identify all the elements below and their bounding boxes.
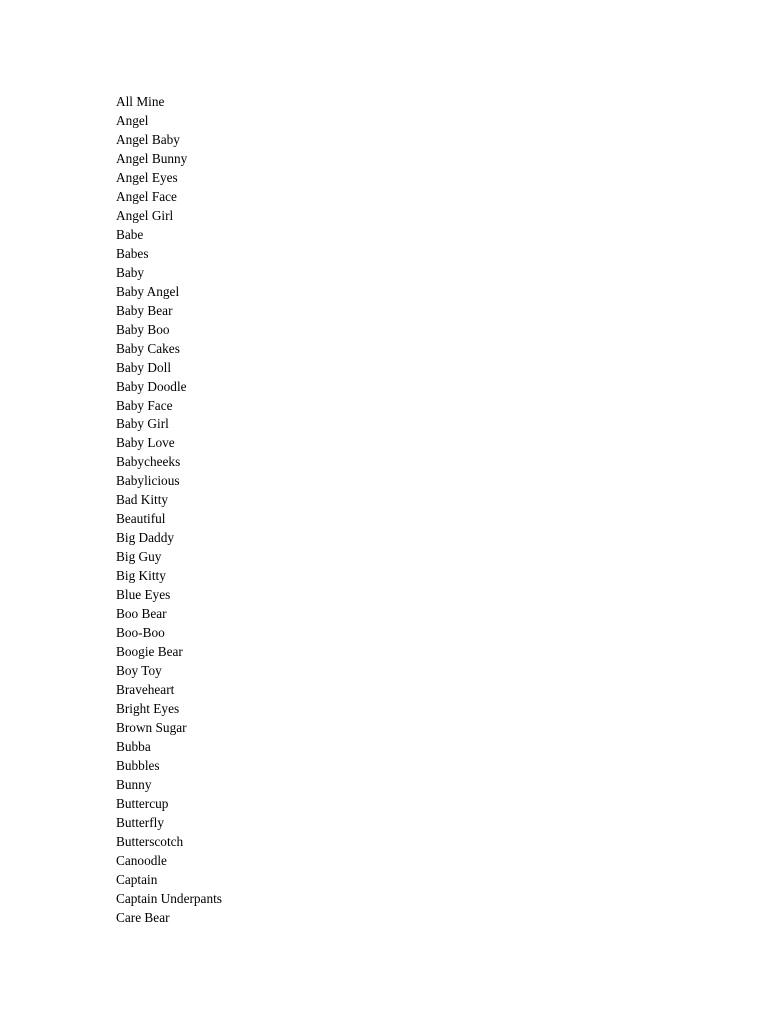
list-item: Captain: [116, 871, 158, 887]
list-item: Big Guy: [116, 549, 162, 565]
list-item: Captain Underpants: [116, 890, 222, 906]
list-item: Baby Face: [116, 397, 173, 413]
list-item: Angel Eyes: [116, 169, 178, 185]
list-item: Butterscotch: [116, 833, 184, 849]
list-item: Boy Toy: [116, 663, 162, 679]
list-item: Bright Eyes: [116, 701, 180, 716]
list-item: Boo-Boo: [116, 625, 165, 641]
list-item: Baby Doll: [116, 359, 172, 375]
list-item: Babycheeks: [116, 454, 181, 470]
list-item: Baby Cakes: [116, 340, 180, 356]
list-item: Babes: [116, 245, 149, 261]
list-item: Braveheart: [116, 682, 175, 698]
list-item: Canoodle: [116, 852, 167, 868]
list-item: Blue Eyes: [116, 587, 171, 603]
list-item: Baby Girl: [116, 416, 169, 432]
list-item: Baby Doodle: [116, 378, 187, 394]
list-item: Beautiful: [116, 511, 166, 527]
list-item: Boogie Bear: [116, 644, 183, 660]
list-item: Angel Bunny: [116, 150, 188, 166]
list-item: Babe: [116, 226, 144, 242]
list-item: Big Daddy: [116, 530, 174, 546]
list-item: Butterfly: [116, 814, 165, 830]
list-item: Baby Boo: [116, 321, 170, 337]
list-item: Bad Kitty: [116, 492, 169, 508]
list-item: Baby Bear: [116, 302, 173, 318]
list-item: Angel Face: [116, 188, 177, 204]
list-item: Bunny: [116, 776, 152, 792]
list-item: Angel Baby: [116, 131, 180, 147]
list-item: Bubba: [116, 738, 151, 754]
list-item: Boo Bear: [116, 606, 167, 622]
list-item: Buttercup: [116, 795, 169, 811]
list-item: Baby Angel: [116, 283, 180, 299]
list-item: Babylicious: [116, 473, 180, 489]
list-item: Baby: [116, 264, 145, 280]
list-item: Bubbles: [116, 757, 160, 773]
list-item: Brown Sugar: [116, 719, 187, 735]
list-item: Baby Love: [116, 435, 175, 451]
list-item: Angel Girl: [116, 207, 174, 223]
list-item: Care Bear: [116, 909, 170, 925]
list-item: All Mine: [116, 94, 165, 109]
list-item: Big Kitty: [116, 568, 166, 584]
name-list: [116, 93, 222, 928]
list-item: Angel: [116, 112, 149, 128]
